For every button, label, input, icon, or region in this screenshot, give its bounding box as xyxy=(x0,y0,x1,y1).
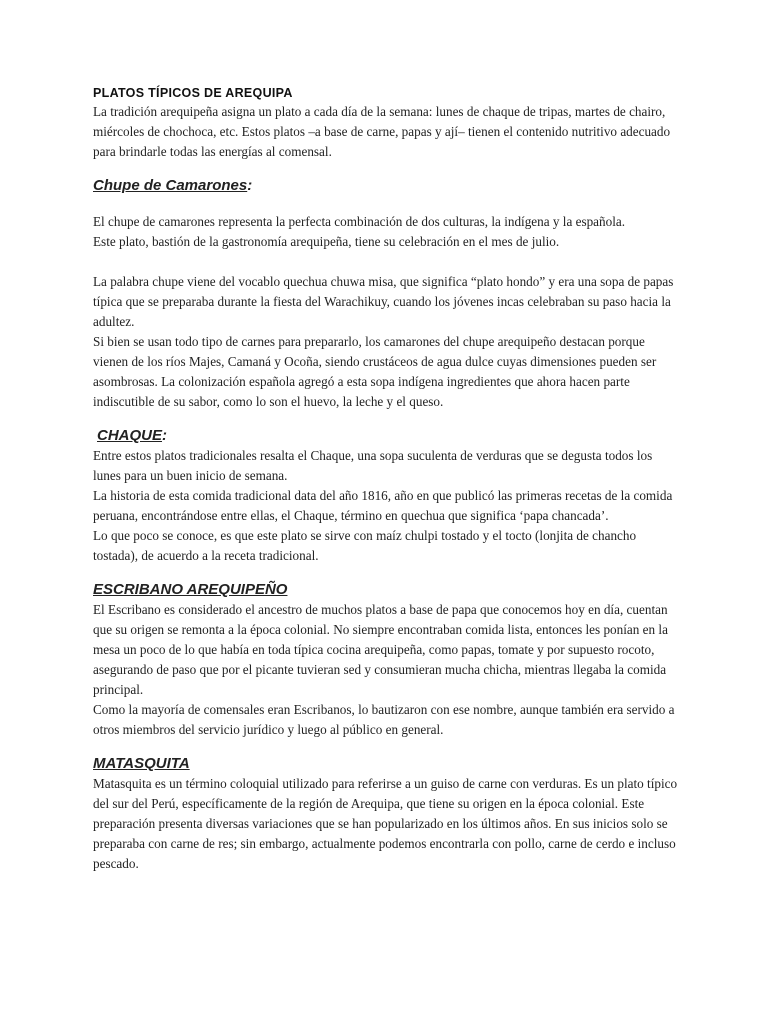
document-body xyxy=(93,84,683,874)
chupe-paragraph-1: El chupe de camarones representa la perfecta combinación de dos culturas, la indígena y la española. xyxy=(93,214,626,229)
escribano-paragraph-2: Como la mayoría de comensales eran Escribanos, lo bautizaron con ese nombre, aunque también era servido a otros miembros del servicio jurídico y luego al público en general. xyxy=(93,702,675,737)
chaque-paragraph-1: Entre estos platos tradicionales resalta el Chaque, una sopa suculenta de verduras que se degusta todos los lunes para un buen inicio de semana. xyxy=(93,448,653,483)
document-title: PLATOS TÍPICOS DE AREQUIPA xyxy=(93,86,293,100)
section-heading-escribano xyxy=(93,580,683,600)
intro-paragraph: La tradición arequipeña asigna un plato a cada día de la semana: lunes de chaque de tripas, martes de chairo, miércoles de chochoca, etc. Estos platos –a base de carne, papas y ají– tienen el contenido nutritivo adecuado para brindarle todas las energías al comensal. xyxy=(93,104,671,159)
matasquita-paragraph-1: Matasquita es un término coloquial utilizado para referirse a un guiso de carne con verduras. Es un plato típico del sur del Perú, específicamente de la región de Arequipa, que tiene su origen en la época colonial. Este preparación presenta diversas variaciones que se han popularizado en los últimos años. En sus inicios solo se preparaba con carne de res; sin embargo, actualmente podemos encontrarla con pollo, carne de cerdo e incluso pescado. xyxy=(93,776,678,871)
heading-colon-chaque: : xyxy=(162,427,168,444)
heading-text-escribano: ESCRIBANO AREQUIPEÑO xyxy=(93,581,288,598)
section-heading-chaque xyxy=(93,426,683,446)
section-heading-chupe xyxy=(93,176,683,196)
chupe-paragraph-4: Si bien se usan todo tipo de carnes para prepararlo, los camarones del chupe arequipeño destacan porque vienen de los ríos Majes, Camaná y Ocoña, siendo crustáceos de agua dulce cuyas dimensiones pueden ser asombrosas. La colonización española agregó a esta sopa indígena ingredientes que ahora hacen parte indiscutible de su sabor, como lo son el huevo, la leche y el queso. xyxy=(93,334,657,409)
heading-colon-chupe: : xyxy=(247,177,253,194)
heading-text-matasquita: MATASQUITA xyxy=(93,755,190,772)
section-heading-matasquita xyxy=(93,754,683,774)
chaque-paragraph-3: Lo que poco se conoce, es que este plato se sirve con maíz chulpi tostado y el tocto (lonjita de chancho tostada), de acuerdo a la receta tradicional. xyxy=(93,528,637,563)
escribano-paragraph-1: El Escribano es considerado el ancestro de muchos platos a base de papa que conocemos hoy en día, cuentan que su origen se remonta a la época colonial. No siempre encontraban comida lista, entonces les ponían en la mesa un poco de lo que había en toda típica cocina arequipeña, como papas, tomate y por supuesto rocoto, asegurando de paso que por el picante tuvieran sed y consumieran mucha chicha, mientras llegaba la comida principal. xyxy=(93,602,668,697)
chupe-paragraph-2: Este plato, bastión de la gastronomía arequipeña, tiene su celebración en el mes de julio. xyxy=(93,234,560,249)
chupe-paragraph-3: La palabra chupe viene del vocablo quechua chuwa misa, que significa “plato hondo” y era una sopa de papas típica que se preparaba durante la fiesta del Warachikuy, cuando los jóvenes incas celebraban su paso hacia la adultez. xyxy=(93,274,674,329)
paragraph-gap xyxy=(93,252,683,272)
heading-text-chaque: CHAQUE xyxy=(97,427,163,444)
heading-text-chupe: Chupe de Camarones xyxy=(93,177,248,194)
chaque-paragraph-2: La historia de esta comida tradicional data del año 1816, año en que publicó las primeras recetas de la comida peruana, encontrándose entre ellas, el Chaque, término en quechua que significa ‘papa chancada’. xyxy=(93,488,673,523)
